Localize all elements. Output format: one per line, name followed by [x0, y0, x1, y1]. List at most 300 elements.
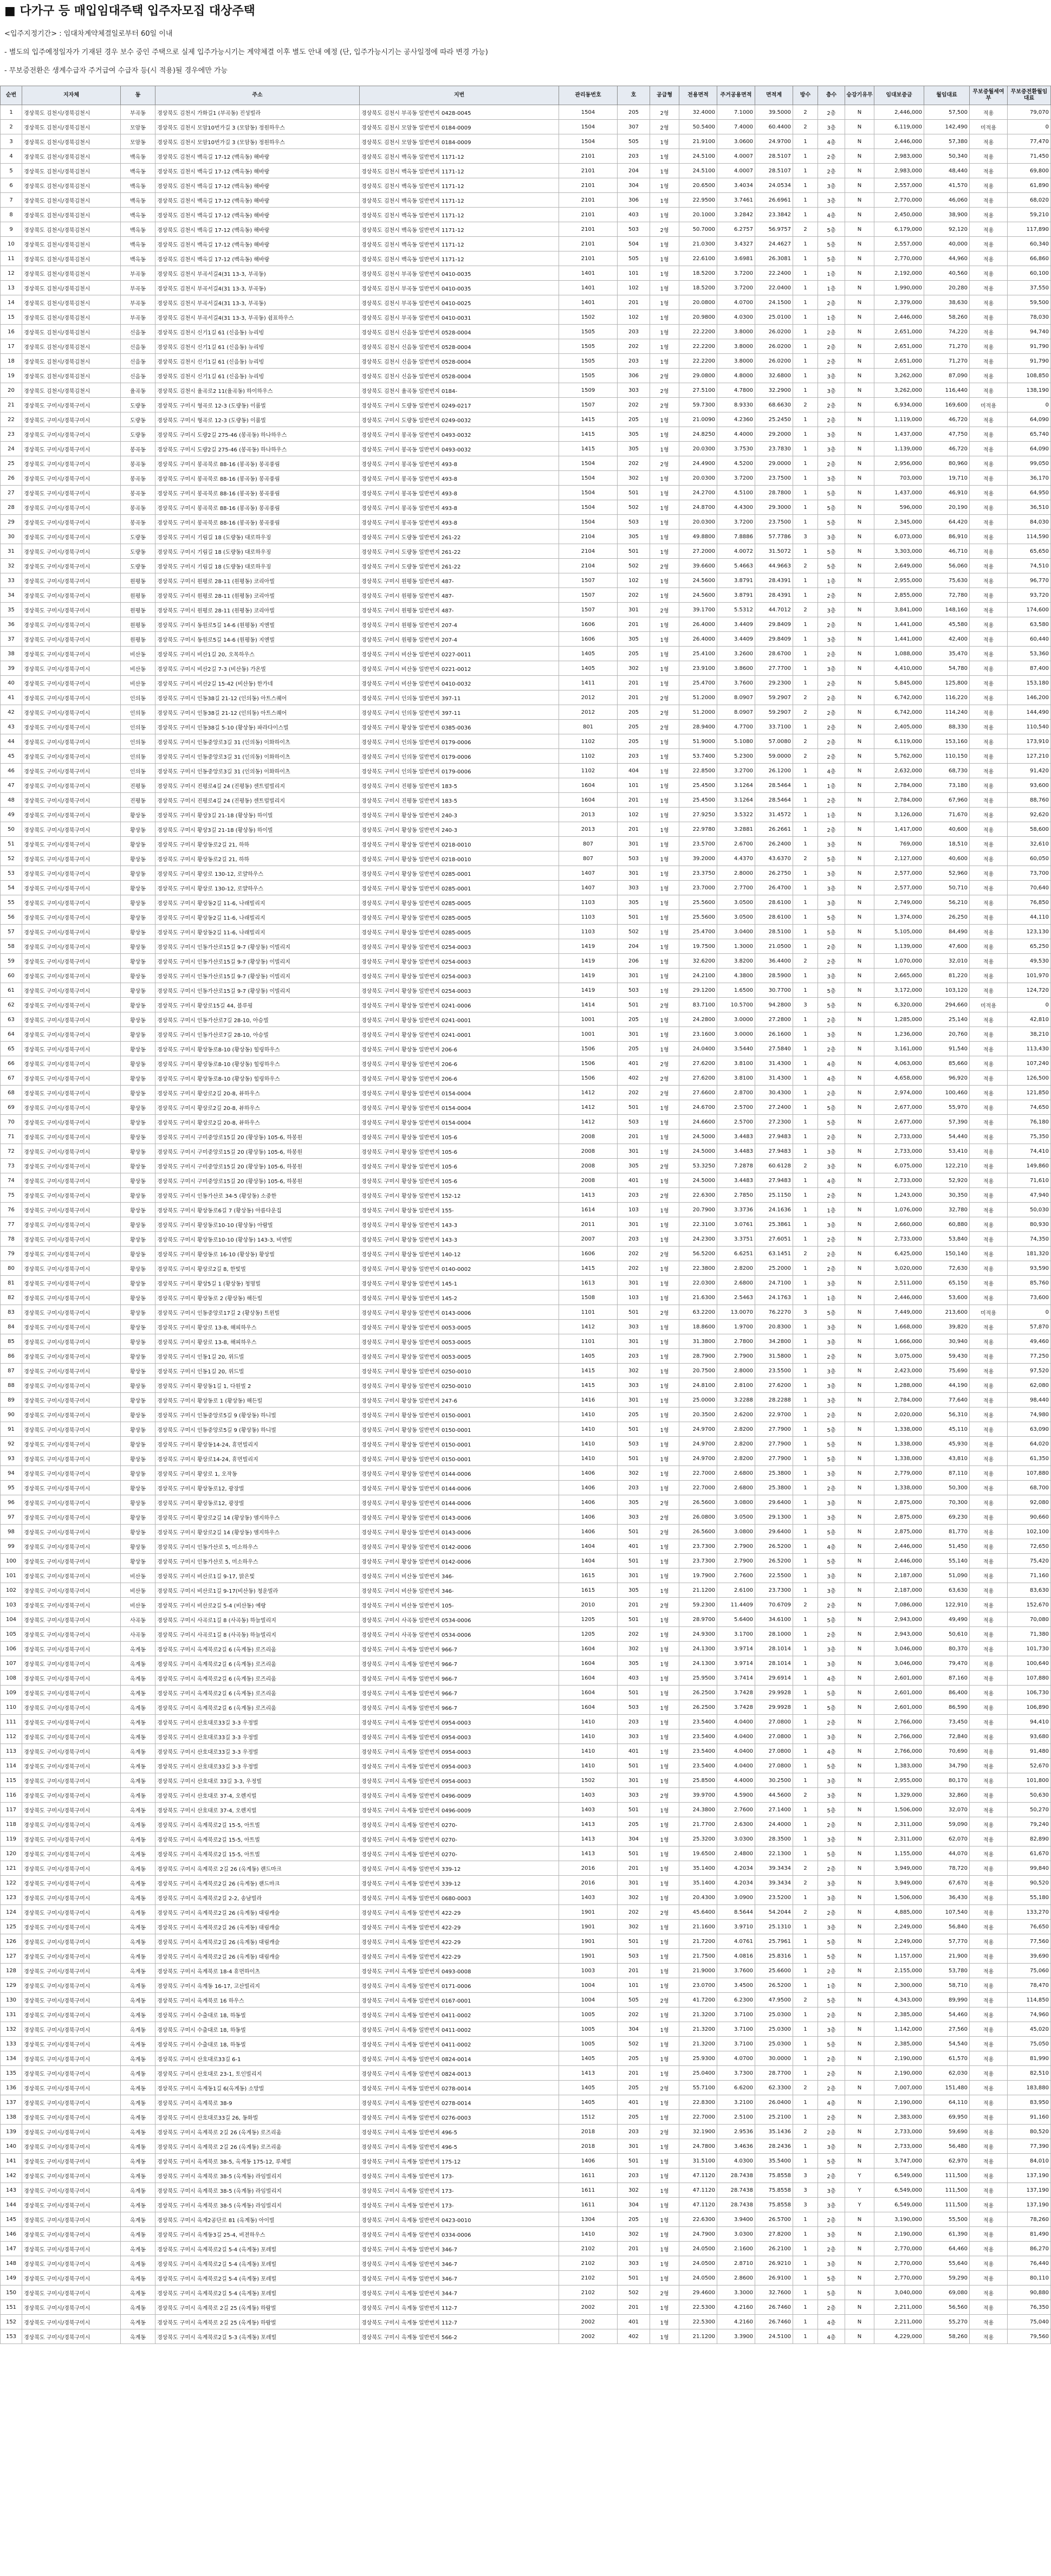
cell-unit: 205 — [618, 2081, 650, 2095]
cell-unit: 501 — [618, 1305, 650, 1320]
cell-no-deposit: 적용 — [970, 588, 1008, 603]
cell-dong: 황상동 — [121, 969, 155, 983]
cell-exclusive-area: 39.6600 — [679, 559, 717, 573]
cell-dong: 옥계동 — [121, 1949, 155, 1964]
cell-converted-rent: 50,030 — [1008, 1203, 1051, 1217]
cell-converted-rent: 71,160 — [1008, 1568, 1051, 1583]
cell-exclusive-area: 20.6500 — [679, 178, 717, 193]
cell-dong: 황상동 — [121, 983, 155, 998]
cell-total-area: 27.2800 — [755, 1012, 793, 1027]
cell-type: 1형 — [650, 2022, 679, 2037]
cell-floor: 5층 — [818, 1934, 845, 1949]
cell-dong: 옥계동 — [121, 1876, 155, 1890]
cell-building-no: 1401 — [559, 266, 618, 281]
cell-no-deposit: 적용 — [970, 1393, 1008, 1408]
cell-no-deposit: 적용 — [970, 427, 1008, 442]
cell-exclusive-area: 22.3800 — [679, 1261, 717, 1276]
cell-deposit: 2,405,000 — [874, 720, 924, 734]
cell-total-area: 25.2450 — [755, 412, 793, 427]
cell-unit: 305 — [618, 427, 650, 442]
cell-floor: 2층 — [818, 1012, 845, 1027]
cell-type: 1형 — [650, 617, 679, 632]
cell-no-deposit: 적용 — [970, 486, 1008, 500]
cell-exclusive-area: 19.7900 — [679, 1568, 717, 1583]
table-row — [1, 1320, 1051, 1334]
cell-floor: 3층 — [818, 2183, 845, 2198]
cell-deposit: 2,955,000 — [874, 1773, 924, 1788]
cell-type: 1형 — [650, 1744, 679, 1759]
cell-total-area: 34.6100 — [755, 1612, 793, 1627]
cell-address: 경상북도 구미시 옥계북로 38-5, 옥계동 175-12, 루체빌 — [155, 2154, 360, 2168]
cell-building-no: 1604 — [559, 778, 618, 793]
cell-converted-rent: 73,700 — [1008, 866, 1051, 881]
cell-seq: 150 — [1, 2286, 22, 2300]
cell-no-deposit: 적용 — [970, 1656, 1008, 1671]
cell-type: 1형 — [650, 471, 679, 486]
cell-lot: 경상북도 구미시 옥계동 일반번지 0276-0003 — [360, 2110, 559, 2125]
cell-monthly-rent: 45,110 — [924, 1422, 970, 1437]
cell-monthly-rent: 43,810 — [924, 1451, 970, 1466]
cell-address: 경상북도 김천시 부곡서길4(31 13-3, 부곡동) — [155, 295, 360, 310]
cell-seq: 57 — [1, 925, 22, 939]
cell-floor: 5층 — [818, 2271, 845, 2286]
cell-deposit: 2,345,000 — [874, 515, 924, 530]
cell-lot: 경상북도 구미시 옥계동 일반번지 966-7 — [360, 1686, 559, 1700]
cell-address: 경상북도 구미시 황상로15길 44, 블루핑 — [155, 998, 360, 1012]
cell-converted-rent: 75,350 — [1008, 1129, 1051, 1144]
cell-seq: 53 — [1, 866, 22, 881]
cell-common-area: 1.3000 — [717, 939, 755, 954]
cell-type: 1형 — [650, 339, 679, 354]
cell-exclusive-area: 24.9700 — [679, 1437, 717, 1451]
cell-exclusive-area: 51.2000 — [679, 690, 717, 705]
table-row — [1, 1042, 1051, 1056]
cell-building-no: 2101 — [559, 208, 618, 222]
cell-lot: 경상북도 김천시 백옥동 일반번지 1171-12 — [360, 251, 559, 266]
cell-monthly-rent: 32,780 — [924, 1203, 970, 1217]
cell-address: 경상북도 구미시 산호대로33길 3-3 우정빌 — [155, 1744, 360, 1759]
cell-elevator: N — [845, 1466, 874, 1481]
cell-common-area: 3.4409 — [717, 632, 755, 647]
cell-seq: 49 — [1, 808, 22, 822]
table-row — [1, 1978, 1051, 1993]
cell-total-area: 25.8316 — [755, 1949, 793, 1964]
table-row — [1, 1759, 1051, 1773]
cell-address: 경상북도 구미시 황상동로2길 21, 하하 — [155, 837, 360, 851]
cell-type: 1형 — [650, 2037, 679, 2051]
cell-common-area: 8.9330 — [717, 398, 755, 412]
cell-building-no: 2007 — [559, 1232, 618, 1247]
cell-municipality: 경상북도 구미시/경북구미시 — [22, 1817, 121, 1832]
cell-monthly-rent: 44,960 — [924, 251, 970, 266]
cell-type: 1형 — [650, 544, 679, 559]
cell-unit: 305 — [618, 1495, 650, 1510]
cell-elevator: N — [845, 1188, 874, 1203]
cell-municipality: 경상북도 구미시/경북구미시 — [22, 1173, 121, 1188]
cell-municipality: 경상북도 김천시/경북김천시 — [22, 369, 121, 383]
cell-total-area: 24.9700 — [755, 134, 793, 149]
table-row — [1, 734, 1051, 749]
table-row — [1, 2051, 1051, 2066]
cell-dong: 옥계동 — [121, 1656, 155, 1671]
cell-type: 1형 — [650, 939, 679, 954]
cell-building-no: 2011 — [559, 1217, 618, 1232]
cell-elevator: N — [845, 383, 874, 398]
cell-exclusive-area: 53.3250 — [679, 1159, 717, 1173]
table-row — [1, 134, 1051, 149]
cell-deposit: 2,632,000 — [874, 764, 924, 778]
table-row — [1, 266, 1051, 281]
cell-address: 경상북도 구미시 인동가산로7길 28-10, 아승빌 — [155, 1012, 360, 1027]
table-row — [1, 2095, 1051, 2110]
cell-no-deposit: 적용 — [970, 1554, 1008, 1568]
cell-elevator: N — [845, 369, 874, 383]
cell-dong: 옥계동 — [121, 1905, 155, 1920]
cell-address: 경상북도 구미시 황상동로 2 (황상동) 해든빌 — [155, 1290, 360, 1305]
cell-monthly-rent: 41,570 — [924, 178, 970, 193]
cell-seq: 153 — [1, 2329, 22, 2344]
cell-common-area: 2.8000 — [717, 1364, 755, 1378]
cell-exclusive-area: 21.1200 — [679, 2329, 717, 2344]
cell-address: 경상북도 구미시 황상동로 1 (황상동) 해든빌 — [155, 1393, 360, 1408]
cell-unit: 201 — [618, 2300, 650, 2315]
cell-converted-rent: 64,020 — [1008, 1437, 1051, 1451]
cell-building-no: 1504 — [559, 120, 618, 134]
cell-address: 경상북도 구미시 봉곡북로 88-16 (봉곡동) 봉곡풍림 — [155, 515, 360, 530]
cell-no-deposit: 적용 — [970, 1627, 1008, 1642]
cell-lot: 경상북도 구미시 황상동 일반번지 0142-0006 — [360, 1554, 559, 1568]
cell-municipality: 경상북도 구미시/경북구미시 — [22, 1115, 121, 1129]
cell-monthly-rent: 87,110 — [924, 1466, 970, 1481]
cell-address: 경상북도 구미시 인동38길 21-12 (인의동) 아트스퀘어 — [155, 690, 360, 705]
cell-rooms: 1 — [793, 1232, 818, 1247]
cell-total-area: 56.9757 — [755, 222, 793, 237]
cell-elevator: N — [845, 851, 874, 866]
table-row — [1, 2315, 1051, 2329]
cell-converted-rent: 0 — [1008, 1305, 1051, 1320]
cell-no-deposit: 적용 — [970, 1100, 1008, 1115]
col-header-deposit: 임대보증금 — [874, 86, 924, 105]
cell-lot: 경상북도 구미시 옥계동 일반번지 0411-0002 — [360, 2022, 559, 2037]
cell-no-deposit: 미적용 — [970, 120, 1008, 134]
table-row — [1, 1876, 1051, 1890]
cell-no-deposit: 적용 — [970, 690, 1008, 705]
cell-monthly-rent: 75,630 — [924, 573, 970, 588]
cell-address: 경상북도 구미시 황상5길 1 (황상동) 청명빌 — [155, 1276, 360, 1290]
cell-total-area: 27.7900 — [755, 1422, 793, 1437]
cell-floor: 2층 — [818, 2300, 845, 2315]
cell-building-no: 1004 — [559, 1978, 618, 1993]
cell-unit: 403 — [618, 1671, 650, 1686]
cell-address: 경상북도 구미시 형곡로 12-3 (도량동) 이룸빌 — [155, 412, 360, 427]
cell-no-deposit: 적용 — [970, 1042, 1008, 1056]
cell-lot: 경상북도 구미시 황상동 일반번지 0150-0001 — [360, 1422, 559, 1437]
cell-common-area: 2.7900 — [717, 1554, 755, 1568]
cell-elevator: N — [845, 2256, 874, 2271]
cell-dong: 부곡동 — [121, 281, 155, 295]
cell-type: 1형 — [650, 1012, 679, 1027]
cell-elevator: N — [845, 1510, 874, 1525]
cell-total-area: 23.5500 — [755, 1364, 793, 1378]
cell-floor: 5층 — [818, 1422, 845, 1437]
cell-lot: 경상북도 구미시 황상동 일반번지 0143-0006 — [360, 1510, 559, 1525]
col-header-type: 공급형 — [650, 86, 679, 105]
cell-rooms: 1 — [793, 1583, 818, 1598]
cell-seq: 63 — [1, 1012, 22, 1027]
header-row — [1, 86, 1051, 105]
cell-type: 1형 — [650, 1920, 679, 1934]
cell-no-deposit: 적용 — [970, 866, 1008, 881]
cell-building-no: 1505 — [559, 369, 618, 383]
cell-monthly-rent: 59,290 — [924, 2271, 970, 2286]
table-row — [1, 1217, 1051, 1232]
cell-building-no: 1415 — [559, 412, 618, 427]
cell-elevator: N — [845, 2081, 874, 2095]
cell-unit: 302 — [618, 1890, 650, 1905]
cell-deposit: 2,187,000 — [874, 1583, 924, 1598]
cell-exclusive-area: 51.2000 — [679, 705, 717, 720]
cell-lot: 경상북도 구미시 황상동 일반번지 206-6 — [360, 1071, 559, 1086]
cell-municipality: 경상북도 김천시/경북김천시 — [22, 178, 121, 193]
cell-rooms: 1 — [793, 295, 818, 310]
cell-type: 1형 — [650, 1334, 679, 1349]
cell-municipality: 경상북도 구미시/경북구미시 — [22, 1642, 121, 1656]
cell-dong: 황상동 — [121, 1525, 155, 1539]
cell-elevator: N — [845, 1978, 874, 1993]
cell-elevator: N — [845, 251, 874, 266]
cell-seq: 109 — [1, 1686, 22, 1700]
cell-seq: 35 — [1, 603, 22, 617]
cell-seq: 10 — [1, 237, 22, 251]
cell-unit: 302 — [618, 661, 650, 676]
cell-seq: 66 — [1, 1056, 22, 1071]
cell-dong: 부곡동 — [121, 310, 155, 325]
cell-building-no: 1403 — [559, 1890, 618, 1905]
cell-elevator: N — [845, 1232, 874, 1247]
cell-no-deposit: 적용 — [970, 456, 1008, 471]
cell-rooms: 1 — [793, 2095, 818, 2110]
cell-monthly-rent: 70,300 — [924, 1495, 970, 1510]
cell-deposit: 2,450,000 — [874, 208, 924, 222]
cell-monthly-rent: 63,630 — [924, 1583, 970, 1598]
table-row — [1, 2242, 1051, 2256]
cell-common-area: 2.6800 — [717, 1481, 755, 1495]
cell-rooms: 1 — [793, 2154, 818, 2168]
cell-floor: 2층 — [818, 2051, 845, 2066]
cell-common-area: 2.5100 — [717, 2110, 755, 2125]
cell-elevator: N — [845, 720, 874, 734]
cell-total-area: 29.8409 — [755, 617, 793, 632]
cell-building-no: 1507 — [559, 398, 618, 412]
cell-common-area: 3.9400 — [717, 2212, 755, 2227]
cell-total-area: 27.8200 — [755, 2227, 793, 2242]
cell-monthly-rent: 54,440 — [924, 1129, 970, 1144]
cell-common-area: 3.2881 — [717, 822, 755, 837]
cell-lot: 경상북도 구미시 도량동 일반번지 261-22 — [360, 559, 559, 573]
cell-type: 1형 — [650, 1408, 679, 1422]
cell-floor: 2층 — [818, 939, 845, 954]
cell-rooms: 2 — [793, 2081, 818, 2095]
cell-dong: 황상동 — [121, 1349, 155, 1364]
cell-converted-rent: 77,250 — [1008, 1349, 1051, 1364]
cell-no-deposit: 적용 — [970, 647, 1008, 661]
cell-address: 경상북도 김천시 백옥길 17-12 (백옥동) 해바랑 — [155, 208, 360, 222]
cell-dong: 봉곡동 — [121, 500, 155, 515]
cell-lot: 경상북도 김천시 신음동 일반번지 0528-0004 — [360, 325, 559, 339]
cell-no-deposit: 적용 — [970, 2154, 1008, 2168]
cell-rooms: 1 — [793, 983, 818, 998]
cell-exclusive-area: 24.2100 — [679, 969, 717, 983]
cell-no-deposit: 적용 — [970, 1920, 1008, 1934]
cell-deposit: 3,046,000 — [874, 1656, 924, 1671]
cell-elevator: N — [845, 530, 874, 544]
cell-floor: 2층 — [818, 822, 845, 837]
cell-deposit: 7,086,000 — [874, 1598, 924, 1612]
table-row — [1, 427, 1051, 442]
cell-rooms: 1 — [793, 2242, 818, 2256]
cell-address: 경상북도 구미시 옥계북로 18-4 휴먼하이츠 — [155, 1964, 360, 1978]
cell-unit: 301 — [618, 1276, 650, 1290]
cell-elevator: N — [845, 1773, 874, 1788]
cell-type: 1형 — [650, 1129, 679, 1144]
cell-municipality: 경상북도 구미시/경북구미시 — [22, 1686, 121, 1700]
cell-dong: 황상동 — [121, 1451, 155, 1466]
cell-dong: 부곡동 — [121, 105, 155, 120]
cell-dong: 백옥동 — [121, 222, 155, 237]
cell-total-area: 22.5500 — [755, 1568, 793, 1583]
cell-seq: 70 — [1, 1115, 22, 1129]
table-row — [1, 1905, 1051, 1920]
cell-converted-rent: 59,500 — [1008, 295, 1051, 310]
cell-common-area: 3.8000 — [717, 354, 755, 369]
cell-building-no: 1508 — [559, 1290, 618, 1305]
cell-floor: 2층 — [818, 1905, 845, 1920]
cell-address: 경상북도 구미시 황상3길 21-18 (황상동) 하이빌 — [155, 822, 360, 837]
cell-monthly-rent: 73,450 — [924, 1715, 970, 1729]
cell-dong: 황상동 — [121, 1188, 155, 1203]
cell-converted-rent: 87,400 — [1008, 661, 1051, 676]
cell-municipality: 경상북도 구미시/경북구미시 — [22, 2081, 121, 2095]
cell-total-area: 27.7700 — [755, 661, 793, 676]
cell-type: 2형 — [650, 2081, 679, 2095]
cell-unit: 201 — [618, 2242, 650, 2256]
cell-unit: 303 — [618, 2256, 650, 2271]
cell-elevator: N — [845, 1876, 874, 1890]
cell-floor: 3층 — [818, 969, 845, 983]
cell-type: 1형 — [650, 2066, 679, 2081]
cell-exclusive-area: 29.0800 — [679, 369, 717, 383]
cell-total-area: 24.1636 — [755, 1203, 793, 1217]
cell-exclusive-area: 20.0300 — [679, 442, 717, 456]
cell-deposit: 2,601,000 — [874, 1700, 924, 1715]
cell-address: 경상북도 구미시 산호대로 23-1, 토인빌리지 — [155, 2066, 360, 2081]
cell-total-area: 23.5200 — [755, 1890, 793, 1905]
cell-floor: 3층 — [818, 383, 845, 398]
cell-converted-rent: 53,360 — [1008, 647, 1051, 661]
cell-municipality: 경상북도 구미시/경북구미시 — [22, 2139, 121, 2154]
cell-lot: 경상북도 구미시 황상동 일반번지 0143-0006 — [360, 1305, 559, 1320]
cell-monthly-rent: 114,240 — [924, 705, 970, 720]
table-row — [1, 412, 1051, 427]
table-row — [1, 1700, 1051, 1715]
cell-converted-rent: 78,030 — [1008, 310, 1051, 325]
cell-lot: 경상북도 구미시 옥계동 일반번지 0680-0003 — [360, 1890, 559, 1905]
cell-exclusive-area: 22.5300 — [679, 2300, 717, 2315]
cell-seq: 89 — [1, 1393, 22, 1408]
cell-municipality: 경상북도 구미시/경북구미시 — [22, 1071, 121, 1086]
cell-floor: 2층 — [818, 354, 845, 369]
cell-seq: 144 — [1, 2198, 22, 2212]
cell-converted-rent: 173,910 — [1008, 734, 1051, 749]
cell-dong: 원평동 — [121, 603, 155, 617]
cell-type: 2형 — [650, 559, 679, 573]
table-row — [1, 778, 1051, 793]
cell-elevator: N — [845, 2300, 874, 2315]
cell-building-no: 1412 — [559, 1320, 618, 1334]
cell-building-no: 1415 — [559, 442, 618, 456]
cell-unit: 205 — [618, 2212, 650, 2227]
cell-building-no: 1615 — [559, 1583, 618, 1598]
cell-unit: 303 — [618, 1510, 650, 1525]
cell-municipality: 경상북도 구미시/경북구미시 — [22, 734, 121, 749]
cell-address: 경상북도 김천시 가화길1 (부곡동) 진성빌라 — [155, 105, 360, 120]
cell-floor: 5층 — [818, 1847, 845, 1861]
cell-unit: 503 — [618, 851, 650, 866]
cell-lot: 경상북도 구미시 사곡동 일반번지 0534-0006 — [360, 1612, 559, 1627]
cell-dong: 옥계동 — [121, 2227, 155, 2242]
cell-exclusive-area: 47.1120 — [679, 2183, 717, 2198]
cell-rooms: 1 — [793, 149, 818, 164]
cell-seq: 102 — [1, 1583, 22, 1598]
cell-lot: 경상북도 구미시 옥계동 일반번지 175-12 — [360, 2154, 559, 2168]
cell-type: 2형 — [650, 2286, 679, 2300]
cell-elevator: N — [845, 1934, 874, 1949]
cell-elevator: N — [845, 1656, 874, 1671]
cell-no-deposit: 적용 — [970, 471, 1008, 486]
cell-elevator: N — [845, 1012, 874, 1027]
cell-municipality: 경상북도 구미시/경북구미시 — [22, 2154, 121, 2168]
cell-converted-rent: 94,410 — [1008, 1715, 1051, 1729]
cell-type: 1형 — [650, 1890, 679, 1905]
cell-no-deposit: 적용 — [970, 1773, 1008, 1788]
cell-monthly-rent: 80,370 — [924, 1642, 970, 1656]
cell-lot: 경상북도 구미시 황상동 일반번지 0218-0010 — [360, 837, 559, 851]
cell-elevator: N — [845, 1276, 874, 1290]
cell-lot: 경상북도 구미시 황상동 일반번지 0142-0006 — [360, 1539, 559, 1554]
cell-dong: 옥계동 — [121, 2198, 155, 2212]
cell-lot: 경상북도 구미시 황상동 일반번지 0150-0001 — [360, 1451, 559, 1466]
cell-common-area: 2.8100 — [717, 1378, 755, 1393]
cell-unit: 305 — [618, 1656, 650, 1671]
cell-monthly-rent: 72,840 — [924, 1729, 970, 1744]
cell-exclusive-area: 24.2300 — [679, 1232, 717, 1247]
cell-converted-rent: 79,240 — [1008, 1817, 1051, 1832]
cell-deposit: 3,075,000 — [874, 1349, 924, 1364]
cell-type: 1형 — [650, 837, 679, 851]
cell-lot: 경상북도 구미시 황상동 일반번지 0254-0003 — [360, 969, 559, 983]
cell-monthly-rent: 51,090 — [924, 1568, 970, 1583]
cell-deposit: 2,875,000 — [874, 1495, 924, 1510]
col-header-monthly-rent: 월임대료 — [924, 86, 970, 105]
cell-unit: 205 — [618, 1408, 650, 1422]
cell-lot: 경상북도 구미시 황상동 일반번지 0154-0004 — [360, 1115, 559, 1129]
cell-lot: 경상북도 구미시 옥계동 일반번지 0167-0001 — [360, 1993, 559, 2007]
cell-lot: 경상북도 김천시 부곡동 일반번지 0410-0035 — [360, 266, 559, 281]
cell-monthly-rent: 67,960 — [924, 793, 970, 808]
cell-dong: 옥계동 — [121, 2271, 155, 2286]
table-row — [1, 2081, 1051, 2095]
cell-municipality: 경상북도 김천시/경북김천시 — [22, 134, 121, 149]
